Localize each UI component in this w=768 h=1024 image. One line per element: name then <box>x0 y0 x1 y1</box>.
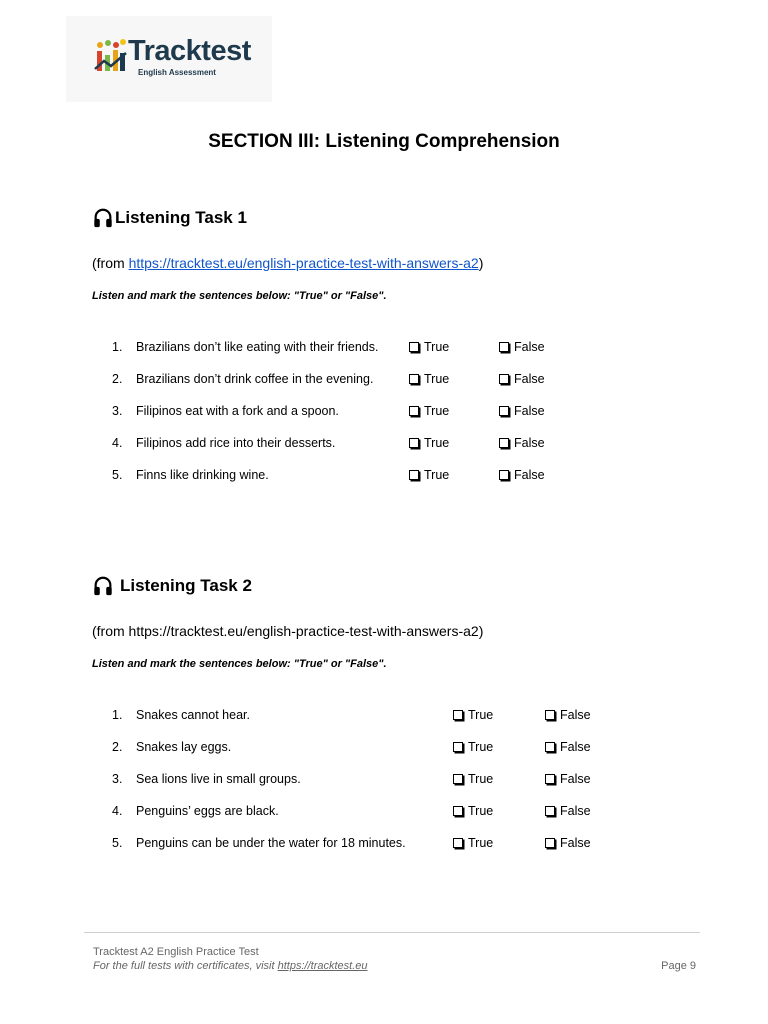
true-option[interactable] <box>409 402 449 420</box>
true-label: True <box>424 436 450 450</box>
headphones-icon <box>92 575 114 597</box>
question-number: 3. <box>112 772 123 786</box>
true-option[interactable] <box>453 802 493 820</box>
checkbox-icon[interactable] <box>453 806 463 816</box>
headphones-icon <box>92 207 114 229</box>
checkbox-icon[interactable] <box>545 838 555 848</box>
question-text: Snakes cannot hear. <box>136 708 250 722</box>
question-number: 2. <box>112 372 123 386</box>
true-option[interactable] <box>453 834 493 852</box>
true-label: True <box>468 804 494 818</box>
section-title: SECTION III: Listening Comprehension <box>208 131 560 152</box>
checkbox-icon[interactable] <box>499 438 509 448</box>
false-option[interactable] <box>499 338 545 356</box>
question-row <box>0 434 768 452</box>
checkbox-icon[interactable] <box>453 838 463 848</box>
false-option[interactable] <box>499 434 545 452</box>
true-option[interactable] <box>453 770 493 788</box>
true-label: True <box>468 772 494 786</box>
question-row <box>0 370 768 388</box>
false-label: False <box>514 468 545 482</box>
checkbox-icon[interactable] <box>545 806 555 816</box>
footer-title: Tracktest A2 English Practice Test <box>93 946 259 958</box>
false-label: False <box>560 708 591 722</box>
question-text: Filipinos add rice into their desserts. <box>136 436 336 450</box>
task1-heading-text: Listening Task 1 <box>115 208 247 227</box>
true-label: True <box>468 836 494 850</box>
false-label: False <box>560 804 591 818</box>
question-row <box>0 834 768 852</box>
true-option[interactable] <box>409 338 449 356</box>
task2-heading-text: Listening Task 2 <box>120 576 252 595</box>
true-option[interactable] <box>409 370 449 388</box>
task1-instruction: Listen and mark the sentences below: "True" or "False". <box>92 290 387 302</box>
checkbox-icon[interactable] <box>499 470 509 480</box>
checkbox-icon[interactable] <box>545 742 555 752</box>
task2-source: (from https://tracktest.eu/english-practice-test-with-answers-a2) <box>92 623 484 639</box>
question-number: 5. <box>112 468 123 482</box>
task1-source: (from https://tracktest.eu/english-practice-test-with-answers-a2) <box>92 255 484 271</box>
true-label: True <box>468 740 494 754</box>
false-option[interactable] <box>545 802 591 820</box>
question-number: 1. <box>112 340 123 354</box>
checkbox-icon[interactable] <box>545 710 555 720</box>
footer-note: For the full tests with certificates, visit https://tracktest.eu <box>93 960 368 972</box>
true-label: True <box>424 372 450 386</box>
true-option[interactable] <box>453 738 493 756</box>
checkbox-icon[interactable] <box>453 710 463 720</box>
false-label: False <box>514 404 545 418</box>
question-number: 3. <box>112 404 123 418</box>
false-label: False <box>514 436 545 450</box>
question-row <box>0 706 768 724</box>
question-number: 1. <box>112 708 123 722</box>
footer-divider <box>84 932 700 933</box>
checkbox-icon[interactable] <box>545 774 555 784</box>
false-label: False <box>514 372 545 386</box>
question-row <box>0 802 768 820</box>
true-label: True <box>424 340 450 354</box>
task2-heading <box>92 575 252 597</box>
question-number: 5. <box>112 836 123 850</box>
checkbox-icon[interactable] <box>499 342 509 352</box>
question-text: Penguins can be under the water for 18 minutes. <box>136 836 406 850</box>
false-option[interactable] <box>499 370 545 388</box>
logo-subtitle: English Assessment <box>138 68 216 77</box>
question-text: Filipinos eat with a fork and a spoon. <box>136 404 339 418</box>
task1-heading <box>92 207 247 229</box>
checkbox-icon[interactable] <box>409 470 419 480</box>
false-label: False <box>514 340 545 354</box>
checkbox-icon[interactable] <box>409 406 419 416</box>
true-option[interactable] <box>409 434 449 452</box>
question-row <box>0 402 768 420</box>
task1-source-link[interactable]: https://tracktest.eu/english-practice-test-with-answers-a2 <box>128 255 479 271</box>
question-row <box>0 738 768 756</box>
false-option[interactable] <box>545 738 591 756</box>
checkbox-icon[interactable] <box>409 342 419 352</box>
false-label: False <box>560 740 591 754</box>
logo <box>66 16 272 102</box>
question-number: 4. <box>112 436 123 450</box>
question-row <box>0 770 768 788</box>
checkbox-icon[interactable] <box>409 438 419 448</box>
false-option[interactable] <box>499 466 545 484</box>
question-text: Brazilians don’t like eating with their friends. <box>136 340 379 354</box>
false-option[interactable] <box>545 770 591 788</box>
true-option[interactable] <box>453 706 493 724</box>
question-number: 2. <box>112 740 123 754</box>
question-number: 4. <box>112 804 123 818</box>
question-text: Penguins’ eggs are black. <box>136 804 279 818</box>
checkbox-icon[interactable] <box>499 374 509 384</box>
page-number: Page 9 <box>661 960 696 972</box>
question-row <box>0 466 768 484</box>
question-text: Sea lions live in small groups. <box>136 772 301 786</box>
question-text: Finns like drinking wine. <box>136 468 269 482</box>
footer-link[interactable]: https://tracktest.eu <box>277 960 368 972</box>
question-text: Snakes lay eggs. <box>136 740 232 754</box>
tracktest-logo-icon <box>94 39 128 75</box>
true-option[interactable] <box>409 466 449 484</box>
question-row <box>0 338 768 356</box>
false-label: False <box>560 836 591 850</box>
false-option[interactable] <box>499 402 545 420</box>
checkbox-icon[interactable] <box>453 742 463 752</box>
false-label: False <box>560 772 591 786</box>
checkbox-icon[interactable] <box>499 406 509 416</box>
logo-name: Tracktest <box>128 35 251 67</box>
task2-instruction: Listen and mark the sentences below: "True" or "False". <box>92 658 387 670</box>
true-label: True <box>468 708 494 722</box>
true-label: True <box>424 404 450 418</box>
false-option[interactable] <box>545 706 591 724</box>
checkbox-icon[interactable] <box>453 774 463 784</box>
false-option[interactable] <box>545 834 591 852</box>
true-label: True <box>424 468 450 482</box>
question-text: Brazilians don’t drink coffee in the evening. <box>136 372 374 386</box>
checkbox-icon[interactable] <box>409 374 419 384</box>
